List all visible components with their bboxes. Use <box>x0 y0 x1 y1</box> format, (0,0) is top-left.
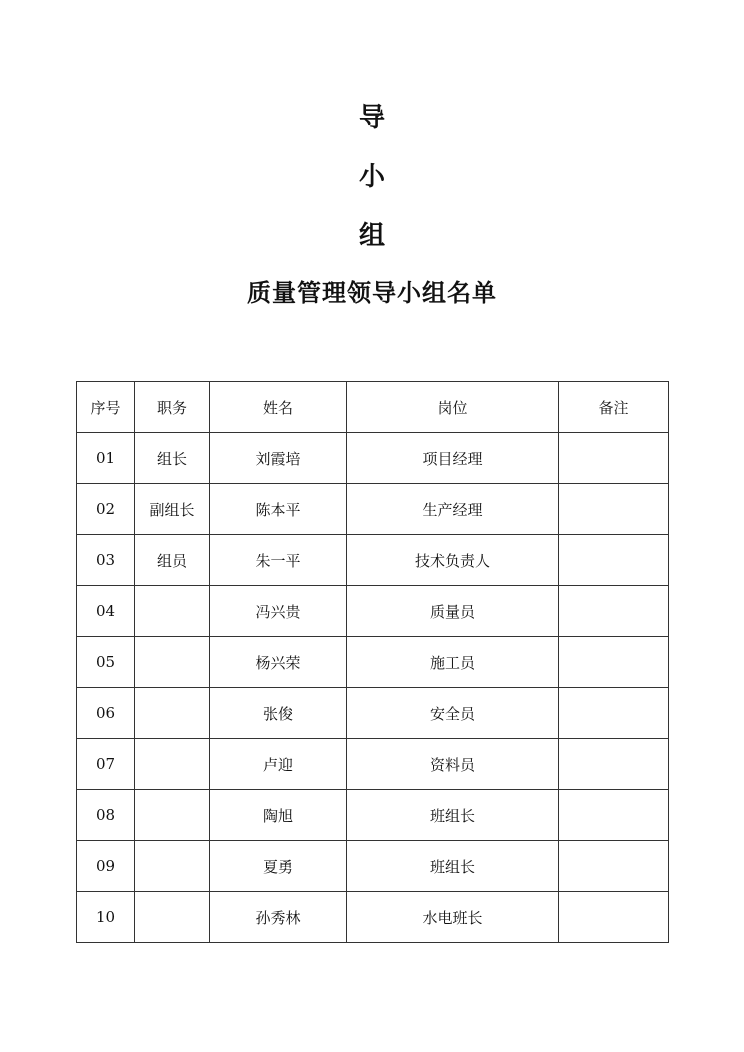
cell-name: 刘霞培 <box>210 433 347 484</box>
cell-post: 施工员 <box>347 637 559 688</box>
cell-note <box>559 892 669 943</box>
cell-name: 朱一平 <box>210 535 347 586</box>
cell-name: 杨兴荣 <box>210 637 347 688</box>
cell-note <box>559 688 669 739</box>
cell-post: 水电班长 <box>347 892 559 943</box>
header-name: 姓名 <box>210 382 347 433</box>
cell-note <box>559 484 669 535</box>
cell-note <box>559 841 669 892</box>
cell-post: 质量员 <box>347 586 559 637</box>
cell-note <box>559 586 669 637</box>
cell-role <box>135 790 210 841</box>
cell-note <box>559 739 669 790</box>
cell-post: 技术负责人 <box>347 535 559 586</box>
cell-role <box>135 586 210 637</box>
header-role: 职务 <box>135 382 210 433</box>
cell-role: 组长 <box>135 433 210 484</box>
cell-name: 陶旭 <box>210 790 347 841</box>
cell-role <box>135 637 210 688</box>
table-row <box>77 892 669 943</box>
header-no: 序号 <box>77 382 135 433</box>
cell-note <box>559 433 669 484</box>
header-note: 备注 <box>559 382 669 433</box>
table-row <box>77 790 669 841</box>
cell-note <box>559 535 669 586</box>
cell-no: 10 <box>77 892 135 943</box>
cell-role: 组员 <box>135 535 210 586</box>
header-post: 岗位 <box>347 382 559 433</box>
cell-no: 04 <box>77 586 135 637</box>
cell-name: 冯兴贵 <box>210 586 347 637</box>
table-row <box>77 484 669 535</box>
table-row <box>77 739 669 790</box>
table-row <box>77 433 669 484</box>
table-row <box>77 535 669 586</box>
cell-role <box>135 739 210 790</box>
cell-role <box>135 688 210 739</box>
table-header-row <box>77 382 669 433</box>
cell-no: 05 <box>77 637 135 688</box>
heading-char-3: 组 <box>358 221 385 251</box>
cell-no: 09 <box>77 841 135 892</box>
cell-post: 项目经理 <box>347 433 559 484</box>
cell-no: 01 <box>77 433 135 484</box>
cell-name: 孙秀林 <box>210 892 347 943</box>
table-row <box>77 586 669 637</box>
cell-name: 卢迎 <box>210 739 347 790</box>
table-row <box>77 688 669 739</box>
cell-no: 07 <box>77 739 135 790</box>
cell-name: 夏勇 <box>210 841 347 892</box>
cell-post: 资料员 <box>347 739 559 790</box>
cell-post: 生产经理 <box>347 484 559 535</box>
cell-no: 06 <box>77 688 135 739</box>
cell-no: 03 <box>77 535 135 586</box>
cell-name: 陈本平 <box>210 484 347 535</box>
cell-note <box>559 790 669 841</box>
cell-role: 副组长 <box>135 484 210 535</box>
cell-post: 班组长 <box>347 790 559 841</box>
cell-no: 02 <box>77 484 135 535</box>
table-row <box>77 637 669 688</box>
cell-no: 08 <box>77 790 135 841</box>
cell-post: 班组长 <box>347 841 559 892</box>
cell-note <box>559 637 669 688</box>
cell-role <box>135 892 210 943</box>
cell-post: 安全员 <box>347 688 559 739</box>
cell-role <box>135 841 210 892</box>
document-title: 质量管理领导小组名单 <box>247 279 497 307</box>
cell-name: 张俊 <box>210 688 347 739</box>
roster-table <box>76 381 669 943</box>
table-row <box>77 841 669 892</box>
heading-char-2: 小 <box>358 162 385 192</box>
heading-char-1: 导 <box>358 103 385 133</box>
